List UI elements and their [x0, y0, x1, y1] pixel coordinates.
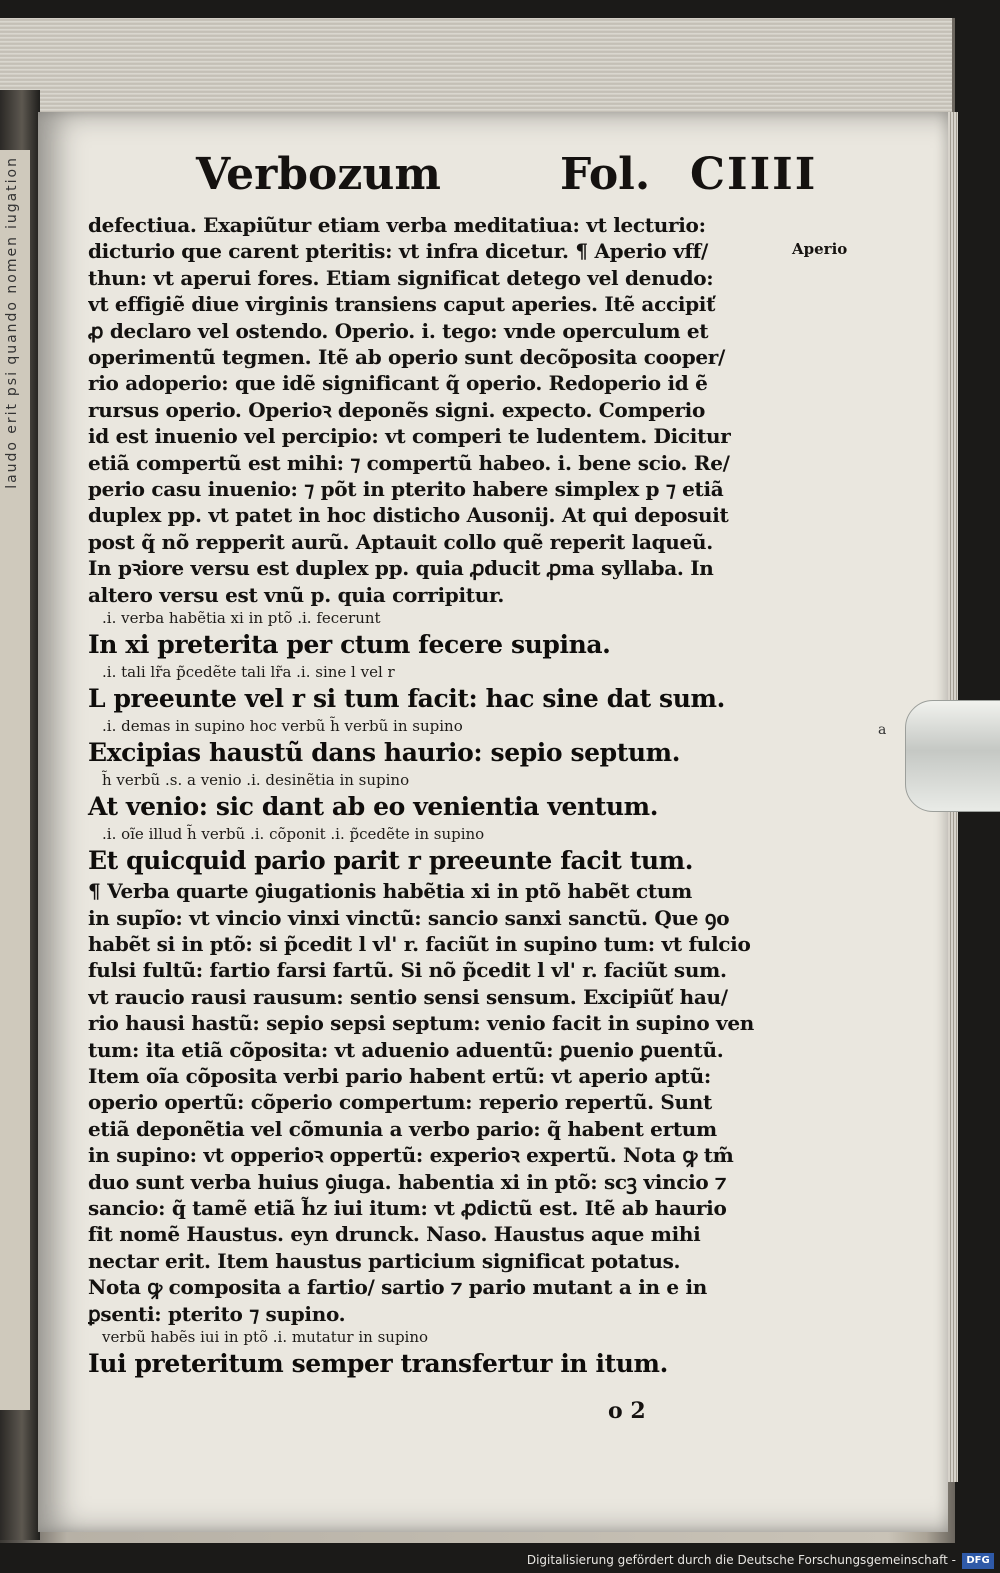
text-line: ꝓ declaro vel ostendo. Operio. i. tego: vnde operculum et [88, 318, 709, 343]
text-line: operimentũ tegmen. Itẽ ab operio sunt decõposita cooper/ [88, 345, 726, 370]
verse-line: At venio: sic dant ab eo venientia ventum. [88, 792, 659, 822]
text-line: tum: ita etiã cõposita: vt aduenio aduentũ: ꝑuenio ꝑuentũ. [88, 1037, 724, 1062]
text-line: vt raucio rausi rausum: sentio sensi sensum. Excipiũť hau/ [88, 984, 728, 1009]
text-line: altero versu est vnũ p. quia corripitur. [88, 582, 505, 607]
margin-note: Aperio [792, 240, 848, 258]
verse-line: L preeunte vel r si tum facit: hac sine dat sum. [88, 684, 725, 714]
text-line: rio adoperio: que idẽ significant q̃ operio. Redoperio id ẽ [88, 371, 708, 396]
text-line: Nota ꝙ composita a fartio/ sartio ⁊ pario mutant a in e in [88, 1275, 708, 1300]
gloss-line: .i. demas in supino hoc verbũ h̃ verbũ in supino [102, 717, 463, 736]
text-line: nectar erit. Item haustus particium significat potatus. [88, 1248, 681, 1273]
verse-line: Excipias haustũ dans haurio: sepio septum. [88, 738, 681, 768]
gloss-line: verbũ habẽs iui in ptõ .i. mutatur in supino [102, 1328, 429, 1346]
text-line: habẽt si in ptõ: si p̃cedit l vl' r. faciũt in supino tum: vt fulcio [88, 931, 751, 956]
text-line: defectiua. Exapiũtur etiam verba meditatiua: vt lecturio: [88, 213, 706, 237]
facing-page-fragment [0, 150, 30, 1410]
verse-line: Iui preteritum semper transfertur in itum. [88, 1349, 668, 1378]
bookmark-strip [905, 700, 1000, 812]
dfg-logo: DFG [962, 1553, 994, 1569]
text-line: rio hausi hastũ: sepio sepsi septum: venio facit in supino ven [88, 1011, 755, 1036]
facing-page-word: laudo [4, 440, 20, 489]
bookmark-mark: a [878, 722, 887, 738]
facing-page-word: iugation [4, 156, 20, 230]
verse-line: In xi preterita per ctum fecere supina. [88, 630, 611, 660]
text-line: thun: vt aperui fores. Etiam significat detego vel denudo: [88, 265, 714, 290]
signature-mark: o 2 [608, 1398, 646, 1424]
gloss-line: .i. tali lr̃a p̃cedẽte tali lr̃a .i. sine l vel r [102, 663, 395, 682]
text-line: fulsi fultũ: fartio farsi fartũ. Si nõ p̃cedit l vl' r. faciũt sum. [88, 958, 727, 983]
text-line: duo sunt verba huius ꝯiuga. habentia xi in ptõ: scꝫ vincio ⁊ [88, 1169, 727, 1194]
text-line: dicturio que carent pteritis: vt infra dicetur. ¶ Aperio vff/ [88, 239, 708, 264]
footer-credit: Digitalisierung gefördert durch die Deutsche Forschungsgemeinschaft - [526, 1553, 956, 1567]
text-line: post q̃ nõ repperit aurũ. Aptauit collo quẽ reperit laqueũ. [88, 529, 713, 554]
facing-page-word: quando [4, 299, 20, 365]
text-line: in supino: vt opperioꝛ oppertũ: experioꝛ expertũ. Nota ꝙ tm̃ [88, 1143, 734, 1168]
text-line: operio opertũ: cõperio compertum: reperio repertũ. Sunt [88, 1090, 712, 1115]
folio-number: CIIII [690, 149, 818, 200]
text-line: in supĩo: vt vincio vinxi vinctũ: sancio sanxi sanctũ. Que ꝯo [88, 905, 730, 930]
text-line: etiã compertũ est mihi: ⁊ compertũ habeo. i. bene scio. Re/ [88, 450, 730, 475]
body-text [88, 212, 788, 1381]
text-line: ꝑsenti: pterito ⁊ supino. [88, 1301, 346, 1326]
text-line: In pꝛiore versu est duplex pp. quia ꝓducit ꝓma syllaba. In [88, 556, 714, 581]
text-line: duplex pp. vt patet in hoc disticho Ausonij. At qui deposuit [88, 503, 729, 528]
text-line: fit nomẽ Haustus. eyn drunck. Naso. Haustus aque mihi [88, 1222, 701, 1247]
text-line: perio casu inuenio: ⁊ põt in pterito habere simplex p ⁊ etiã [88, 477, 724, 502]
gloss-line: .i. oĩe illud h̃ verbũ .i. cõponit .i. p̃cedẽte in supino [102, 825, 485, 844]
text-line: id est inuenio vel percipio: vt comperi te ludentem. Dicitur [88, 424, 731, 449]
text-line: vt effigiẽ diue virginis transiens caput aperies. Itẽ accipiť [88, 292, 716, 317]
folio-label: Fol. [560, 149, 651, 200]
facing-page-word: nomen [4, 235, 20, 294]
text-line: Item oĩa cõposita verbi pario habent ertũ: vt aperio aptũ: [88, 1063, 711, 1088]
text-line: rursus operio. Operioꝛ deponẽs signi. expecto. Comperio [88, 397, 706, 422]
running-head-title: Verbozum [196, 149, 441, 200]
facing-page-word: erit [4, 402, 20, 435]
verse-line: Et quicquid pario parit r preeunte facit tum. [88, 846, 693, 876]
footer-bar [0, 1547, 1000, 1573]
text-line: ¶ Verba quarte ꝯiugationis habẽtia xi in ptõ habẽt ctum [88, 879, 692, 904]
facing-page-word: psi [4, 370, 20, 397]
gloss-line: .i. verba habẽtia xi in ptõ .i. fecerunt [102, 609, 381, 628]
book-top-edge [0, 18, 952, 120]
text-line: sancio: q̃ tamẽ etiã h̃z iui itum: vt ꝓdictũ est. Itẽ ab haurio [88, 1195, 727, 1220]
gloss-line: h̃ verbũ .s. a venio .i. desinẽtia in supino [102, 771, 410, 790]
text-line: etiã deponẽtia vel cõmunia a verbo pario: q̃ habent ertum [88, 1116, 717, 1141]
